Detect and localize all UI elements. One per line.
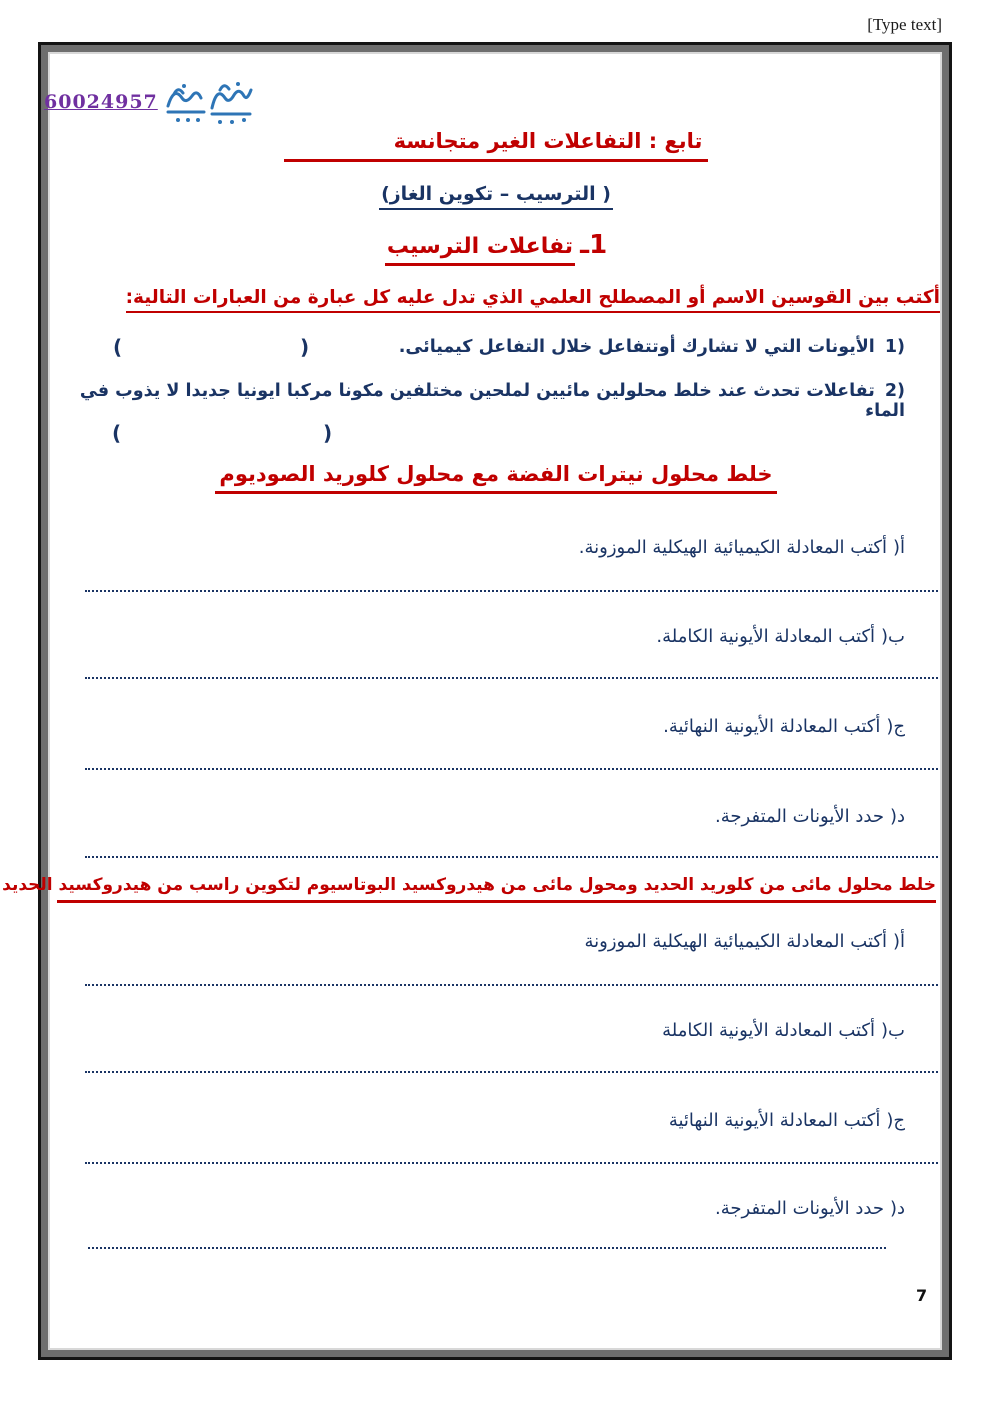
arabic-calligraphy-logo-icon <box>162 76 254 128</box>
main-title: تابع : التفاعلات الغير متجانسة <box>284 129 709 162</box>
question-text: أكتب المعادلة الأيونية النهائية <box>668 1110 881 1131</box>
question-label: أ‎)‎ <box>892 931 905 952</box>
exercise1-question-d <box>52 806 905 827</box>
exercise1-heading: خلط محلول نيترات الفضة مع محلول كلوريد الصوديوم <box>215 462 776 494</box>
main-title-row <box>52 129 940 162</box>
subtitle: ( الترسيب – تكوين الغاز) <box>379 183 613 210</box>
definition-1-number: 1‎)‎ <box>884 337 905 357</box>
exercise1-question-a <box>52 537 905 558</box>
subtitle-row <box>52 183 940 210</box>
definition-1-text: الأيونات التي لا تشارك أوتتفاعل خلال التفاعل كيميائى. <box>398 337 875 357</box>
header-placeholder: [Type text] <box>867 15 942 34</box>
answer-close-paren: ) <box>300 335 310 359</box>
question-text: أكتب المعادلة الكيميائية الهيكلية الموزونة. <box>578 537 887 558</box>
exercise2-question-c <box>52 1110 905 1131</box>
question-text: أكتب المعادلة الأيونية الكاملة. <box>656 626 876 647</box>
question-label: أ‎)‎ <box>892 537 905 558</box>
question-text: أكتب المعادلة الأيونية النهائية. <box>663 716 881 737</box>
question-text: أكتب المعادلة الأيونية الكاملة <box>662 1020 876 1041</box>
instruction-row <box>52 287 940 313</box>
question-text: أكتب المعادلة الكيميائية الهيكلية الموزونة <box>584 931 887 952</box>
exercise2-question-d <box>52 1198 905 1219</box>
exercise2-heading: خلط محلول مائى من كلوريد الحديد ومحول مائى من هيدروكسيد البوتاسيوم لتكوين راسب من هيدروكسيد الحديد <box>57 875 936 903</box>
exercise1-question-c <box>52 716 905 737</box>
question-text: حدد الأيونات المتفرجة. <box>715 806 884 827</box>
lesson-number: 1ـ <box>580 230 608 260</box>
question-text: حدد الأيونات المتفرجة. <box>715 1198 884 1219</box>
phone-number-link[interactable]: 60024957 <box>44 91 158 113</box>
question-label: ب‎)‎ <box>881 1020 905 1041</box>
answer-dotted-line <box>85 677 938 679</box>
question-label: ب‎)‎ <box>881 626 905 647</box>
page-number: 7 <box>916 1286 928 1305</box>
answer-dotted-line <box>85 1162 938 1164</box>
definition-2-text: تفاعلات تحدث عند خلط محلولين مائيين لملحين مختلفين مكونا مركبا ايونيا جديدا لا يذوب في الماء <box>79 381 905 421</box>
branding-block <box>44 76 254 128</box>
answer-close-paren: ) <box>323 421 333 445</box>
exercise2-question-b <box>52 1020 905 1041</box>
definition-item-1 <box>52 337 905 357</box>
question-label: ج‎)‎ <box>886 1110 905 1131</box>
answer-dotted-line <box>88 1247 886 1249</box>
exercise2-question-a <box>52 931 905 952</box>
lesson-title: تفاعلات الترسيب <box>385 234 575 266</box>
answer-dotted-line <box>85 590 938 592</box>
exercise1-question-b <box>52 626 905 647</box>
answer-open-paren: ( <box>113 335 123 359</box>
question-label: د‎)‎ <box>889 806 905 827</box>
answer-open-paren: ( <box>112 421 122 445</box>
answer-dotted-line <box>85 856 938 858</box>
answer-dotted-line <box>85 768 938 770</box>
question-label: ج‎)‎ <box>886 716 905 737</box>
lesson-heading-row <box>52 230 940 266</box>
answer-dotted-line <box>85 1071 938 1073</box>
instruction-text: أكتب بين القوسين الاسم أو المصطلح العلمي الذي تدل عليه كل عبارة من العبارات التالية: <box>126 287 940 313</box>
question-label: د‎)‎ <box>889 1198 905 1219</box>
definition-2-number: 2‎)‎ <box>884 381 905 401</box>
exercise1-heading-row <box>52 462 940 494</box>
answer-dotted-line <box>85 984 938 986</box>
answer-parens-line <box>52 423 905 455</box>
definition-item-2 <box>52 381 905 421</box>
